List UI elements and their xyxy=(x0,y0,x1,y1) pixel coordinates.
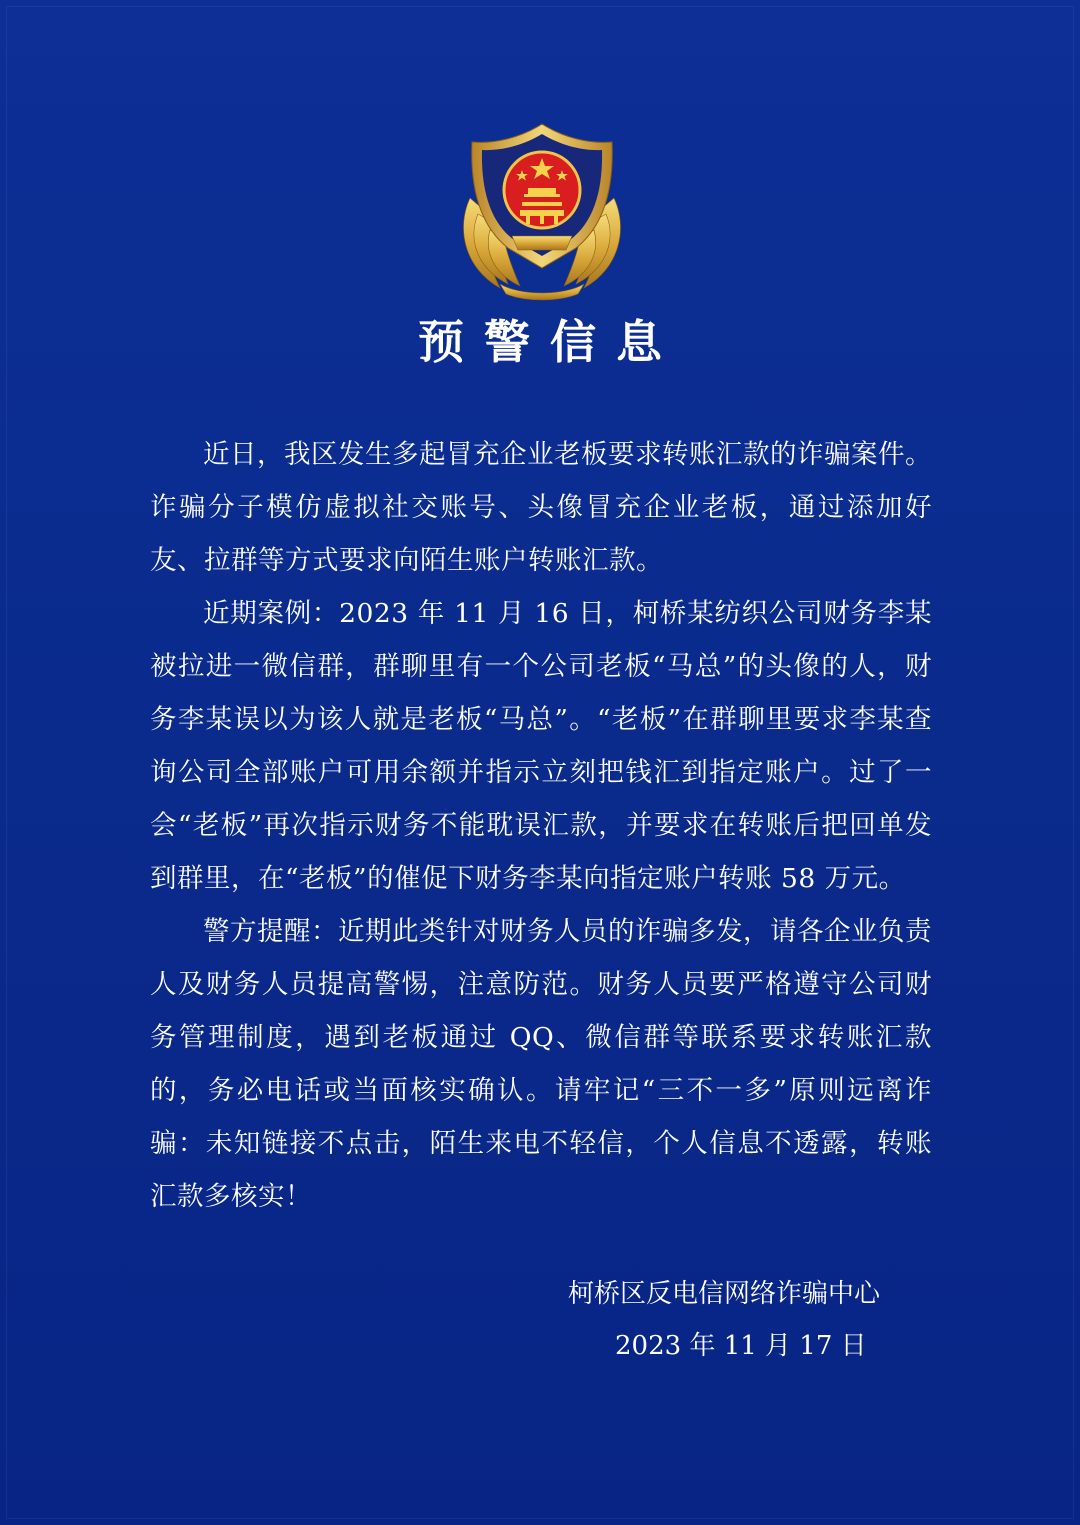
page-title: 预警信息 xyxy=(418,315,682,369)
issuing-organization: 柯桥区反电信网络诈骗中心 xyxy=(568,1279,881,1309)
paragraph-intro: 近日，我区发生多起冒充企业老板要求转账汇款的诈骗案件。诈骗分子模仿虚拟社交账号、头像冒充企业老板，通过添加好友、拉群等方式要求向陌生账户转账汇款。 xyxy=(150,439,932,576)
signature-block xyxy=(568,1268,888,1372)
paragraph-police-reminder: 警方提醒：近期此类针对财务人员的诈骗多发，请各企业负责人及财务人员提高警惕，注意防范。财务人员要严格遵守公司财务管理制度，遇到老板通过 QQ、微信群等联系要求转账汇款的，务必电话或当面核实确认。请牢记“三不一多”原则远离诈骗：未知链接不点击，陌生来电不轻信，个人信息不透露，转账汇款多核实！ xyxy=(150,916,932,1212)
notice-body xyxy=(150,428,932,1223)
police-emblem-icon xyxy=(450,118,634,302)
paragraph-case: 近期案例：2023 年 11 月 16 日，柯桥某纺织公司财务李某被拉进一微信群，群聊里有一个公司老板“马总”的头像的人，财务李某误以为该人就是老板“马总”。“老板”在群聊里要求李某查询公司全部账户可用余额并指示立刻把钱汇到指定账户。过了一会“老板”再次指示财务不能耽误汇款，并要求在转账后把回单发到群里，在“老板”的催促下财务李某向指定账户转账 58 万元。 xyxy=(150,598,932,894)
issue-date: 2023 年 11 月 17 日 xyxy=(615,1331,867,1361)
